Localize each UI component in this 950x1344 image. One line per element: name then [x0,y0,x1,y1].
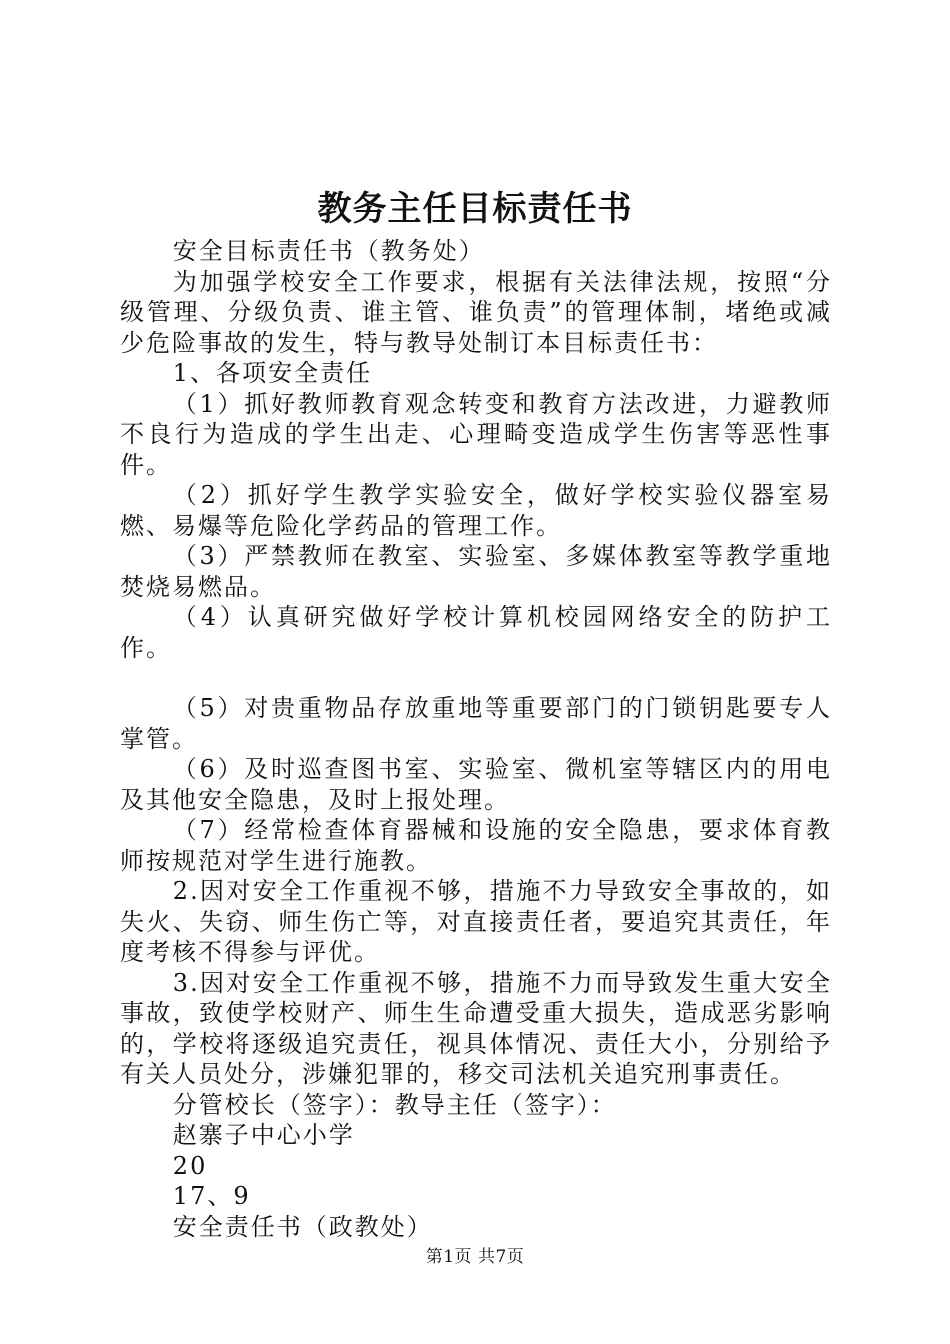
document-title: 教务主任目标责任书 [317,189,633,229]
section-heading: 1、各项安全责任 [172,359,373,387]
subtitle-paragraph: 安全目标责任书（教务处） [172,237,485,265]
date-year-part: 20 [172,1151,208,1180]
clause-paragraph: 3.因对安全工作重视不够，措施不力而导致发生重大安全事故，致使学校财产、师生生命遭受重大损失，造成恶劣影响的，学校将逐级追究责任，视具体情况、责任大小，分别给予有关人员处分，涉嫌犯罪的，移交司法机关追究刑事责任。 [120,968,832,1088]
document-body [120,236,832,1242]
item-paragraph: （1）抓好教师教育观念转变和教育方法改进，力避教师不良行为造成的学生出走、心理畸变造成学生伤害等恶性事件。 [120,389,832,479]
next-section-heading: 安全责任书（政教处） [172,1212,433,1241]
item-paragraph: （2）抓好学生教学实验安全，做好学校实验仪器室易燃、易爆等危险化学药品的管理工作。 [120,481,832,540]
page-number-footer: 第1页 共7页 [425,1247,525,1267]
clause-paragraph: 2.因对安全工作重视不够，措施不力导致安全事故的，如失火、失窃、师生伤亡等，对直接责任者，要追究其责任，年度考核不得参与评优。 [120,877,832,966]
intro-paragraph: 为加强学校安全工作要求，根据有关法律法规，按照“分级管理、分级负责、谁主管、谁负责”的管理体制，堵绝或减少危险事故的发生，特与教导处制订本目标责任书： [120,267,832,357]
signature-line: 分管校长（签字）：教导主任（签字）： [172,1090,617,1119]
item-paragraph: （7）经常检查体育器械和设施的安全隐患，要求体育教师按规范对学生进行施教。 [120,816,832,875]
blank-line [120,663,832,693]
item-paragraph: （6）及时巡查图书室、实验室、微机室等辖区内的用电及其他安全隐患，及时上报处理。 [120,755,832,814]
item-paragraph: （5）对贵重物品存放重地等重要部门的门锁钥匙要专人掌管。 [120,694,832,753]
item-paragraph: （3）严禁教师在教室、实验室、多媒体教室等教学重地焚烧易燃品。 [120,542,832,601]
item-paragraph: （4）认真研究做好学校计算机校园网络安全的防护工作。 [120,603,832,662]
date-rest-part: 17、9 [172,1182,251,1210]
school-name: 赵寨子中心小学 [172,1121,355,1149]
